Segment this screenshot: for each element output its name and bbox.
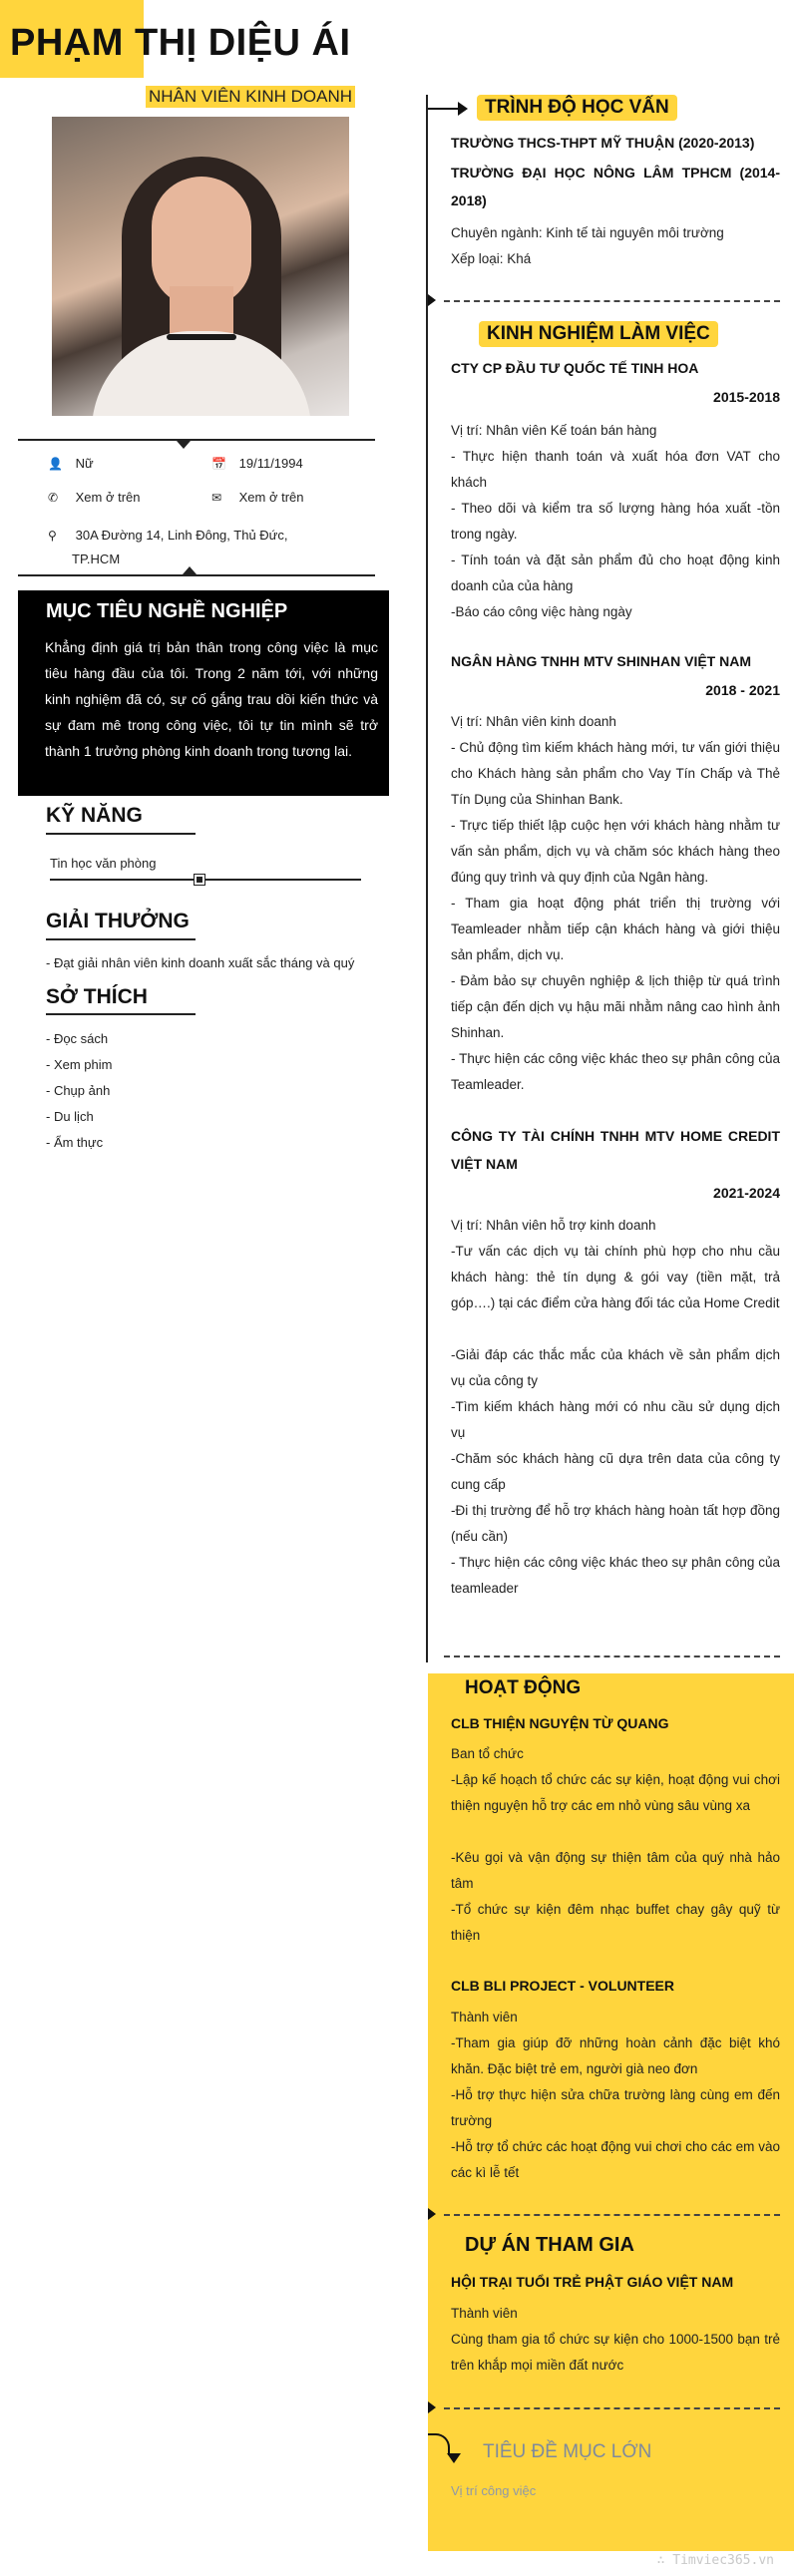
placeholder-subtitle: Vị trí công việc <box>451 2483 537 2498</box>
objective-title: MỤC TIÊU NGHỀ NGHIỆP <box>46 600 288 622</box>
project-line: Thành viên <box>451 2306 518 2321</box>
hobby-item: - Du lịch <box>46 1109 94 1124</box>
experience-title: KINH NGHIỆM LÀM VIỆC <box>479 321 718 347</box>
project-line: Cùng tham gia tổ chức sự kiện cho 1000-1500 bạn trẻ trên khắp mọi miền đất nước <box>451 2332 780 2373</box>
job-line: -Đi thị trường để hỗ trợ khách hàng hoàn tất hợp đồng (nếu cần) <box>451 1503 780 1544</box>
calendar-icon: 📅 <box>211 457 226 471</box>
skill-name: Tin học văn phòng <box>50 856 157 871</box>
profile-photo <box>52 117 349 416</box>
job-line: Vị trí: Nhân viên Kế toán bán hàng <box>451 423 657 438</box>
email-value: Xem ở trên <box>238 490 304 505</box>
education-connector <box>428 108 458 110</box>
job-line: -Báo cáo công việc hàng ngày <box>451 604 632 619</box>
awards-title: GIẢI THƯỞNG <box>46 910 190 932</box>
project-name: HỘI TRẠI TUỔI TRẺ PHẬT GIÁO VIỆT NAM <box>451 2274 734 2290</box>
arrow-right-icon <box>458 102 468 116</box>
birthday-row <box>211 456 303 471</box>
job-line: - Theo dõi và kiểm tra số lượng hàng hóa xuất -tồn trong ngày. <box>451 501 780 542</box>
hobby-item: - Đọc sách <box>46 1031 109 1046</box>
hobby-item: - Chụp ảnh <box>46 1083 111 1098</box>
club-line: -Hỗ trợ tổ chức các hoạt động vui chơi cho các em vào các kì lễ tết <box>451 2139 780 2180</box>
job-years: 2018 - 2021 <box>705 682 780 698</box>
skill-track <box>50 879 361 881</box>
hobby-item: - Xem phim <box>46 1057 113 1072</box>
job-position: NHÂN VIÊN KINH DOANH <box>146 86 355 108</box>
job-line: - Chủ động tìm kiếm khách hàng mới, tư vấn giới thiệu cho Khách hàng sản phẩm cho Vay Tín Chấp và Thẻ Tín Dụng của Shinhan Bank. <box>451 740 780 807</box>
map-pin-icon: ⚲ <box>48 529 57 543</box>
hobby-item: - Ẩm thực <box>46 1135 104 1150</box>
timeline-marker-icon <box>428 2208 436 2220</box>
candidate-name: PHẠM THỊ DIỆU ÁI <box>10 22 351 64</box>
hobbies-underline <box>46 1013 196 1015</box>
skills-title: KỸ NĂNG <box>46 804 143 827</box>
address-line1: 30A Đường 14, Linh Đông, Thủ Đức, <box>75 528 288 543</box>
timeline-line <box>426 95 428 1662</box>
rule-marker-down <box>177 441 191 449</box>
section-divider <box>444 2214 780 2216</box>
job-line: - Đảm bảo sự chuyên nghiệp & lịch thiệp từ quá trình tiếp cận đến dịch vụ hậu mãi nhằm nâng cao hình ảnh Shinhan. <box>451 973 780 1040</box>
placeholder-title: TIÊU ĐỀ MỤC LỚN <box>483 2441 652 2462</box>
club-line: -Tổ chức sự kiện đêm nhạc buffet chay gây quỹ từ thiện <box>451 1902 780 1943</box>
section-divider <box>444 1656 780 1657</box>
arrow-down-icon <box>447 2453 461 2470</box>
job-line: - Thực hiện thanh toán và xuất hóa đơn VAT cho khách <box>451 449 780 490</box>
job-line: -Giải đáp các thắc mắc của khách về sản phẩm dịch vụ của công ty <box>451 1347 780 1388</box>
section-divider <box>444 2407 780 2409</box>
section-divider <box>444 300 780 302</box>
job-years: 2015-2018 <box>713 389 780 405</box>
job-company: CTY CP ĐẦU TƯ QUỐC TẾ TINH HOA <box>451 360 699 376</box>
hobbies-title: SỞ THÍCH <box>46 985 148 1008</box>
projects-title: DỰ ÁN THAM GIA <box>465 2234 634 2256</box>
school-1: TRƯỜNG THCS-THPT MỸ THUẬN (2020-2013) <box>451 135 755 151</box>
club-name: CLB THIỆN NGUYỆN TỪ QUANG <box>451 1715 669 1731</box>
timeline-marker-icon <box>428 294 436 306</box>
education-title: TRÌNH ĐỘ HỌC VẤN <box>477 95 677 121</box>
job-years: 2021-2024 <box>713 1185 780 1201</box>
club-line: -Kêu gọi và vận động sự thiện tâm của quý nhà hảo tâm <box>451 1850 780 1891</box>
job-line: - Tham gia hoạt động phát triển thị trường với Teamleader nhằm tiếp cận khách hàng và giới thiệu sản phẩm, dịch vụ. <box>451 896 780 962</box>
contact-bottom-rule <box>18 574 375 576</box>
club-line: -Tham gia giúp đỡ những hoàn cảnh đặc biệt khó khăn. Đặc biệt trẻ em, người già neo đơn <box>451 2035 780 2076</box>
school-2: TRƯỜNG ĐẠI HỌC NÔNG LÂM TPHCM (2014-2018) <box>451 165 780 208</box>
job-line: Vị trí: Nhân viên hỗ trợ kinh doanh <box>451 1218 656 1233</box>
job-line: - Thực hiện các công việc khác theo sự phân công của Teamleader. <box>451 1051 780 1092</box>
club-line: -Hỗ trợ thực hiện sửa chữa trường làng cùng em đến trường <box>451 2087 780 2128</box>
club-line: Thành viên <box>451 2010 518 2024</box>
job-line: - Thực hiện các công việc khác theo sự phân công của teamleader <box>451 1555 780 1596</box>
club-line: Ban tổ chức <box>451 1746 524 1761</box>
education-major: Chuyên ngành: Kinh tế tài nguyên môi trường <box>451 225 724 240</box>
job-company: CÔNG TY TÀI CHÍNH TNHH MTV HOME CREDIT VIỆT NAM <box>451 1128 780 1172</box>
birthday-value: 19/11/1994 <box>238 456 303 471</box>
job-line: -Tìm kiếm khách hàng mới có nhu cầu sử dụng dịch vụ <box>451 1399 780 1440</box>
rule-marker-up <box>183 566 197 574</box>
timeline-marker-icon <box>428 2401 436 2413</box>
objective-text: Khẳng định giá trị bản thân trong công việc là mục tiêu hàng đầu của tôi. Trong 2 năm tới, với những kinh nghiệm đã có, sự cố gắng trau dồi kiến thức và sự đam mê trong công việc, tôi tự tin mình sẽ trở thành 1 trưởng phòng kinh doanh trong tương lai. <box>45 639 378 759</box>
career-objective <box>18 590 389 796</box>
club-line: -Lập kế hoạch tổ chức các sự kiện, hoạt động vui chơi thiện nguyện hỗ trợ các em nhỏ vùng sâu vùng xa <box>451 1772 780 1813</box>
watermark: ∴ Timviec365.vn <box>656 2553 774 2568</box>
job-line: -Chăm sóc khách hàng cũ dựa trên data của công ty cung cấp <box>451 1451 780 1492</box>
email-icon: ✉ <box>211 491 222 505</box>
activities-title: HOẠT ĐỘNG <box>465 1677 582 1698</box>
skills-underline <box>46 833 196 835</box>
job-line: - Tính toán và đặt sản phẩm đủ cho hoạt động kinh doanh của của hàng <box>451 552 780 593</box>
address-line2: TP.HCM <box>72 552 121 566</box>
phone-icon: ✆ <box>48 491 59 505</box>
job-line: -Tư vấn các dịch vụ tài chính phù hợp cho nhu cầu khách hàng: thẻ tín dụng & gói vay (tiền mặt, trả góp….) tại các điểm cửa hàng đối tác của Home Credit <box>451 1244 780 1310</box>
award-item: - Đạt giải nhân viên kinh doanh xuất sắc tháng và quý <box>46 955 355 970</box>
job-line: Vị trí: Nhân viên kinh doanh <box>451 714 616 729</box>
address-row <box>48 524 288 571</box>
job-line: - Trực tiếp thiết lập cuộc hẹn với khách hàng nhằm tư vấn sản phẩm, dịch vụ và chăm sóc khách hàng theo đúng quy trình và quy định của Ngân hàng. <box>451 818 780 885</box>
gender-value: Nữ <box>75 456 94 471</box>
club-name: CLB BLI PROJECT - VOLUNTEER <box>451 1978 675 1994</box>
skill-level-marker <box>194 874 205 886</box>
user-icon: 👤 <box>48 457 63 471</box>
job-company: NGÂN HÀNG TNHH MTV SHINHAN VIỆT NAM <box>451 653 751 669</box>
email-row <box>211 490 304 505</box>
gender-row <box>48 456 94 471</box>
awards-underline <box>46 938 196 940</box>
contact-top-rule <box>18 439 375 441</box>
phone-value: Xem ở trên <box>75 490 141 505</box>
phone-row <box>48 490 141 505</box>
education-grade: Xếp loại: Khá <box>451 251 532 266</box>
